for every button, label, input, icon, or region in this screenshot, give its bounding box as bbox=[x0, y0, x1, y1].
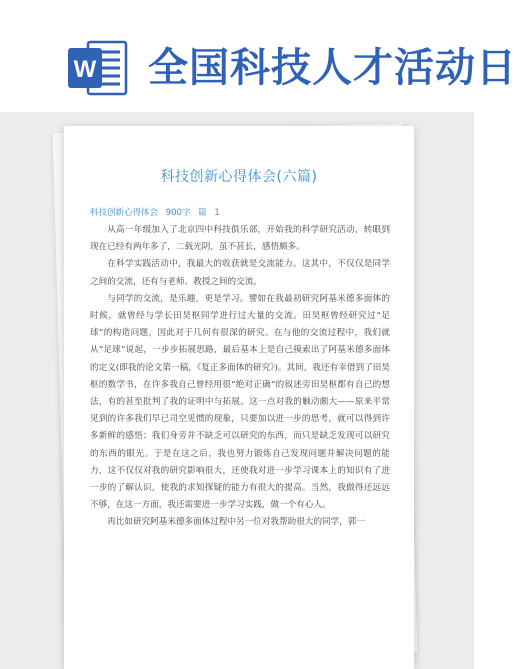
meta-word-count: 900字 bbox=[165, 208, 191, 218]
meta-subtitle: 科技创新心得体会 bbox=[90, 208, 159, 218]
paragraph: 再比如研究阿基米德多面体过程中另一位对我帮助很大的同学，郭一 bbox=[107, 517, 366, 528]
paragraph: 与同学的交流，是乐趣，更是学习。譬如在我最初研究阿基米德多面体的时候，就曾经与学长田昊枢同学进行过大量的交流。田昊枢曾经研究过“足球”的构造问题，因此对于几何有很深的研究。在与他的交流过程中，我们就从“足球”说起，一步步拓展思路，最后基本上是自己摸索出了阿基米德多面体的定义(即我的论文第一稿，《复正多面体的研究》)。其间，我还有幸借到了田昊枢的数学书，在许多我自己曾经用很“绝对正确”的叙述旁田昊枢都有自己的想法，有的甚至批判了我的证明中与拓展。这一点对我的触动颇大——原来平常见到的许多我们早已司空见惯的现象，只要加以进一步的思考，就可以得到许多新鲜的感悟；我们身旁并不缺乏可以研究的东西，而只是缺乏发现可以研究的东西的眼光。于是在这之后，我也努力锻炼自己发现问题并解决问题的能力，这不仅仅对我的研究影响很大，还使我对进一步学习课本上的知识有了进一步的了解认识，使我的求知探疑的能力有很大的提高。当然，我做得还远远不够，在这一方面，我还需要进一步学习实践，做一个有心人。 bbox=[90, 293, 390, 511]
document-title: 科技创新心得体会(六篇) bbox=[160, 169, 318, 185]
word-icon-letter: W bbox=[73, 56, 97, 83]
banner-title: 全国科技人才活动日 bbox=[148, 45, 517, 91]
banner-header bbox=[0, 0, 517, 120]
word-document-icon bbox=[66, 36, 128, 100]
document-body bbox=[90, 222, 390, 532]
document-meta bbox=[90, 206, 225, 218]
document-page bbox=[64, 126, 414, 669]
paragraph: 从高一年级加入了北京四中科技俱乐部，开始我的科学研究活动，转眼到现在已经有两年多了，二载光阴，虽不甚长，感悟颇多。 bbox=[90, 225, 390, 253]
paragraph: 在科学实践活动中，我最大的收获就是交流能力。这其中，不仅仅是同学之间的交流，还有与老师、教授之间的交流。 bbox=[90, 259, 390, 287]
meta-page-number: 1 bbox=[214, 208, 220, 218]
meta-pages-label: 篇 bbox=[198, 208, 207, 218]
